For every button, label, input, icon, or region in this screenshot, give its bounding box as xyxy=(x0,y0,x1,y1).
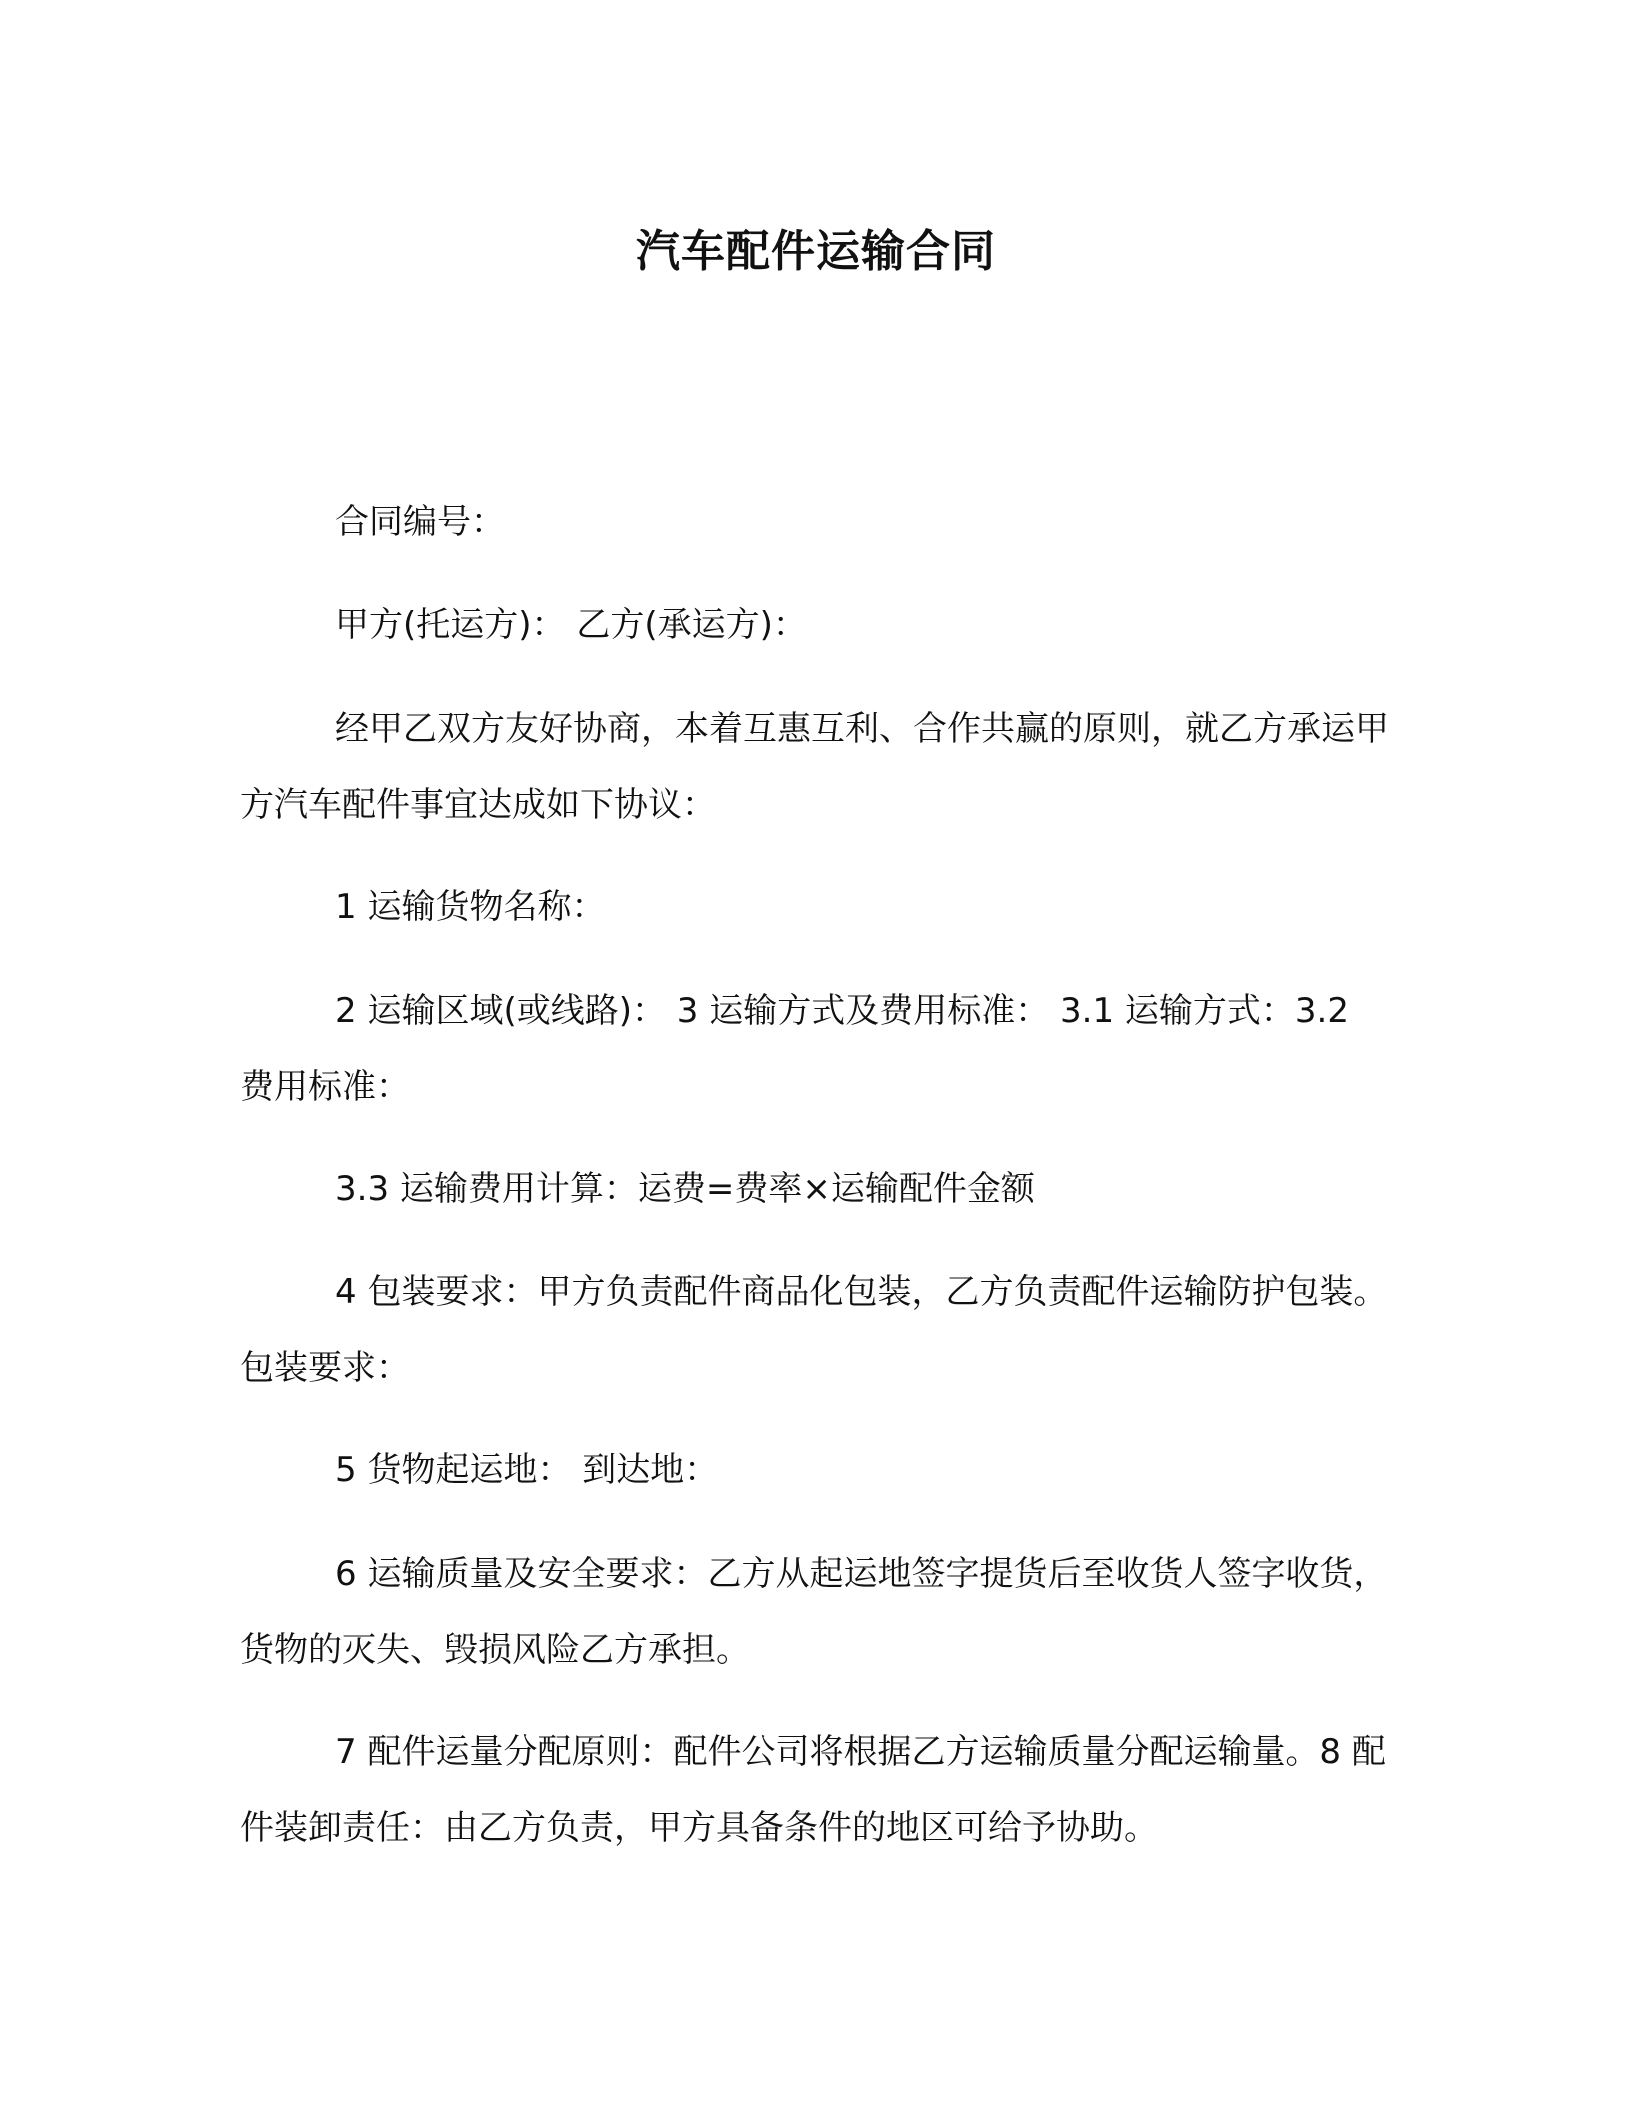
contract-number-line: 合同编号： xyxy=(335,502,505,542)
clause-2-3: 2 运输区域(或线路)： 3 运输方式及费用标准： 3.1 运输方式：3.2 费用标准： xyxy=(240,991,1349,1107)
clause-1: 1 运输货物名称： xyxy=(335,887,606,927)
parties-line: 甲方(托运方)： 乙方(承运方)： xyxy=(335,605,807,645)
clause-7-8: 7 配件运量分配原则：配件公司将根据乙方运输质量分配运输量。8 配件装卸责任：由乙方负责，甲方具备条件的地区可给予协助。 xyxy=(240,1732,1386,1848)
clause-5: 5 货物起运地： 到达地： xyxy=(335,1450,719,1490)
clause-4: 4 包装要求：甲方负责配件商品化包装，乙方负责配件运输防护包装。 包装要求： xyxy=(240,1272,1388,1388)
document-title: 汽车配件运输合同 xyxy=(636,226,996,277)
clause-6: 6 运输质量及安全要求：乙方从起运地签字提货后至收货人签字收货，货物的灭失、毁损风险乙方承担。 xyxy=(240,1554,1388,1670)
clause-3-3: 3.3 运输费用计算：运费=费率×运输配件金额 xyxy=(335,1169,1035,1209)
intro-paragraph: 经甲乙双方友好协商，本着互惠互利、合作共赢的原则，就乙方承运甲方汽车配件事宜达成如下协议： xyxy=(240,709,1389,825)
